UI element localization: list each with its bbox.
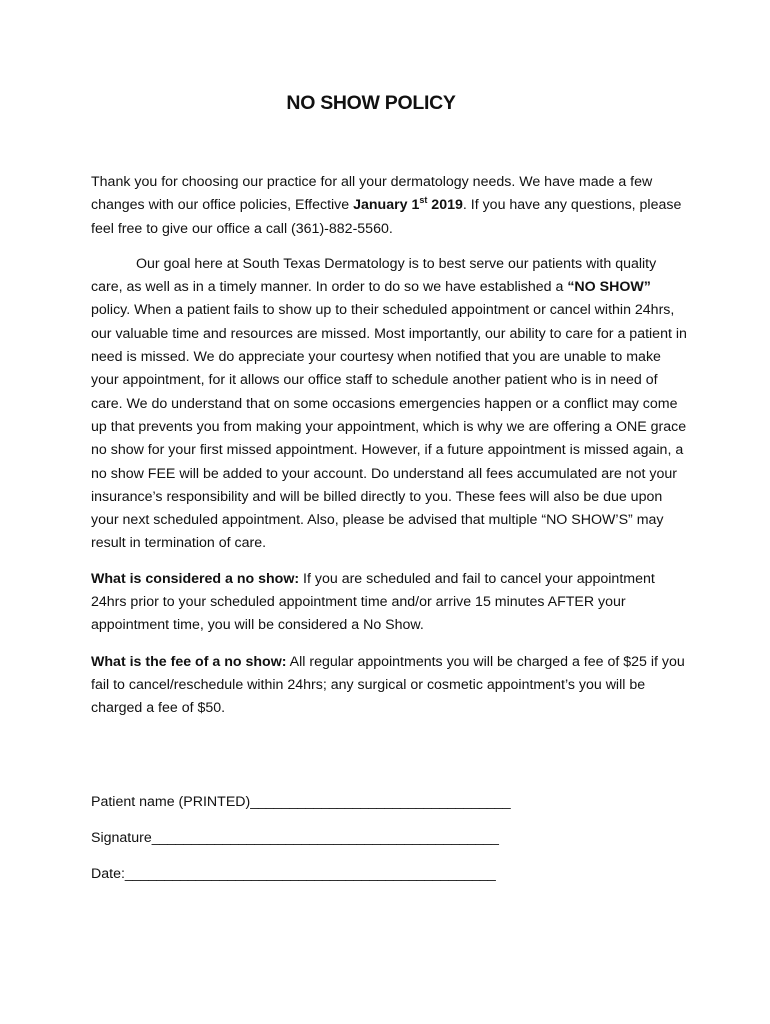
intro-paragraph [91, 171, 691, 241]
patient-name-line[interactable]: Patient name (PRINTED)_________________________________ [91, 794, 511, 810]
fee-heading: What is the fee of a no show: [91, 653, 287, 670]
policy-body [91, 171, 691, 721]
goal-text-start: Our goal here at South Texas Dermatology is to best serve our patients with quality care, as well as in a timely manner. In order to do so we have established a [91, 255, 657, 296]
effective-month-day: January 1 [353, 197, 420, 214]
goal-text-end: policy. When a patient fails to show up to their scheduled appointment or cancel within 24hrs, our valuable time and resources are missed. Most importantly, our ability to care for a patient in need is missed. We do appreciate your courtesy when notified that you are unable to make your appointment, for it allows our office staff to schedule another patient who is in need of care. We do understand that on some occasions emergencies happen or a conflict may come up that prevents you from making your appointment, which is why we are offering a ONE grace no show for your first missed appointment. However, if a future appointment is missed again, a no show FEE will be added to your account. Do understand all fees accumulated are not your insurance’s responsibility and will be billed directly to you. These fees will also be due upon your next scheduled appointment. Also, please be advised that multiple “NO SHOW’S” may result in termination of care. [91, 302, 687, 552]
definition-heading: What is considered a no show: [91, 570, 300, 587]
intro-text-end: . If you have any questions, please feel free to give our office a call (361)-882-5560. [91, 197, 682, 237]
policy-name: “NO SHOW” [567, 279, 651, 296]
definition-paragraph [91, 568, 691, 638]
effective-date-suffix: st [419, 195, 428, 206]
page-title: NO SHOW POLICY [286, 92, 456, 114]
fee-paragraph [91, 651, 691, 721]
effective-year: 2019 [427, 197, 463, 214]
signature-line[interactable]: Signature____________________________________________ [91, 830, 499, 846]
fee-text: All regular appointments you will be charged a fee of $25 if you fail to cancel/reschedule within 24hrs; any surgical or cosmetic appointment’s you will be charged a fee of $50. [91, 653, 685, 717]
effective-date [353, 197, 463, 213]
date-line[interactable]: Date:_______________________________________________ [91, 866, 496, 882]
goal-paragraph [91, 253, 691, 556]
definition-text: If you are scheduled and fail to cancel your appointment 24hrs prior to your scheduled appointment time and/or arrive 15 minutes AFTER your appointment time, you will be considered a No Show. [91, 570, 655, 634]
intro-text-start: Thank you for choosing our practice for all your dermatology needs. We have made a few changes with our office policies, Effective [91, 174, 653, 214]
